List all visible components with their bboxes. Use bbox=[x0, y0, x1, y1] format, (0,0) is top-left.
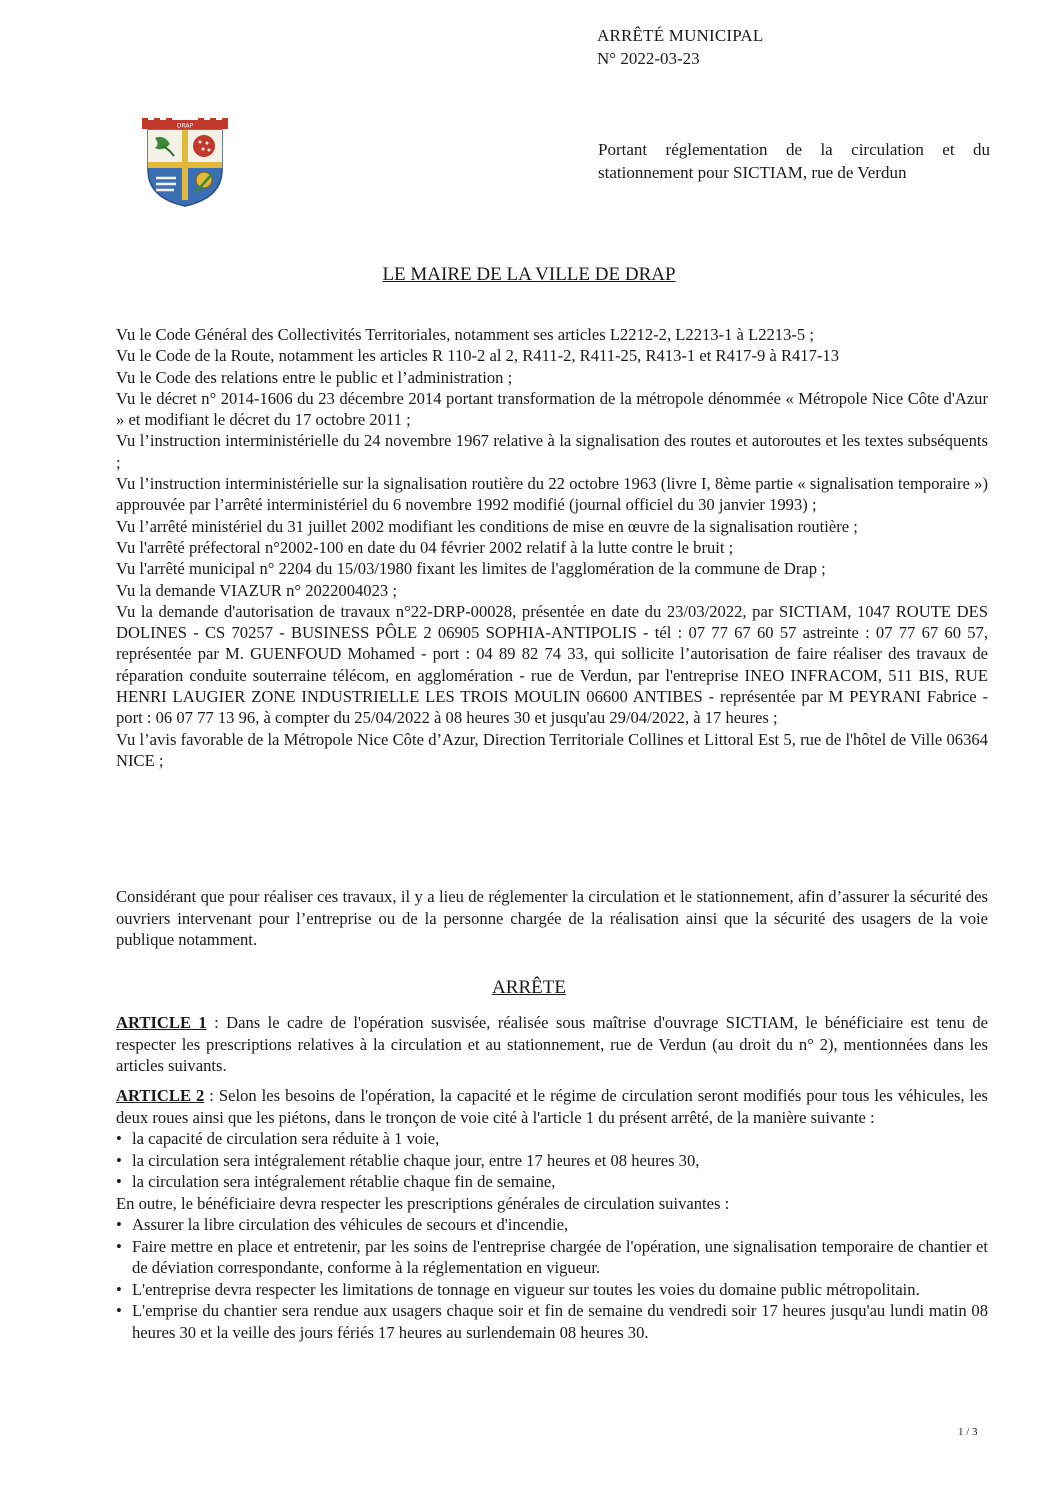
vu-item: Vu la demande VIAZUR n° 2022004023 ; bbox=[116, 580, 397, 600]
article-1-label: ARTICLE 1 bbox=[116, 1013, 207, 1032]
list-item: • la capacité de circulation sera réduite à 1 voie, bbox=[116, 1128, 988, 1150]
decree-title: ARRÊTÉ MUNICIPAL bbox=[597, 26, 764, 45]
vu-item: Vu le Code des relations entre le public et l’administration ; bbox=[116, 367, 513, 387]
list-item: • L'entreprise devra respecter les limitations de tonnage en vigueur sur toutes les voies du domaine public métropolitain. bbox=[116, 1279, 988, 1301]
article-2-general-intro: En outre, le bénéficiaire devra respecter les prescriptions générales de circulation suivantes : bbox=[116, 1193, 730, 1213]
article-2-label: ARTICLE 2 bbox=[116, 1086, 205, 1105]
general-prescriptions-list bbox=[116, 1214, 988, 1343]
vu-item: Vu l'arrêté municipal n° 2204 du 15/03/1980 fixant les limites de l'agglomération de la commune de Drap ; bbox=[116, 559, 826, 579]
list-item: • la circulation sera intégralement rétablie chaque fin de semaine, bbox=[116, 1171, 988, 1193]
article-2-intro bbox=[116, 1085, 988, 1128]
page-number: 1 / 3 bbox=[958, 1426, 978, 1438]
list-item: • Faire mettre en place et entretenir, par les soins de l'entreprise chargée de l'opération, une signalisation temporaire de chantier et de déviation correspondante, conforme à la réglementation en vigueur. bbox=[116, 1236, 988, 1279]
legal-references bbox=[116, 324, 988, 771]
traffic-measures-list bbox=[116, 1128, 988, 1193]
article-2-text: : Selon les besoins de l'opération, la capacité et le régime de circulation seront modifiés pour tous les véhicules, les deux roues ainsi que les piétons, dans le tronçon de voie cité à l'article 1 du présent arrêté, de la manière suivante : bbox=[116, 1086, 988, 1127]
vu-item: Vu l’instruction interministérielle du 24 novembre 1967 relative à la signalisation des routes et autoroutes et les textes subséquents ; bbox=[116, 431, 988, 472]
vu-item: Vu l’arrêté ministériel du 31 juillet 2002 modifiant les conditions de mise en œuvre de la signalisation routière ; bbox=[116, 516, 858, 536]
list-item: • Assurer la libre circulation des véhicules de secours et d'incendie, bbox=[116, 1214, 988, 1236]
crest-banner-text: DRAP bbox=[176, 122, 194, 130]
crest-icon bbox=[140, 118, 230, 208]
town-crest-logo bbox=[140, 118, 230, 208]
vu-item: Vu la demande d'autorisation de travaux n°22-DRP-00028, présentée en date du 23/03/2022, par SICTIAM, 1047 ROUTE DES DOLINES - CS 70257 - BUSINESS PÔLE 2 06905 SOPHIA-ANTIPOLIS - tél : 07 77 67 60 57 astreinte : 07 77 67 60 57, représentée par M. GUENFOUD Mohamed - port : 04 89 82 74 33, qui sollicite l’autorisation de faire réaliser des travaux de réparation conduite souterraine télécom, en agglomération - rue de Verdun, par l'entreprise INEO INFRACOM, 511 BIS, RUE HENRI LAUGIER ZONE INDUSTRIELLE LES TROIS MOULIN 06600 ANTIBES - représentée par M PEYRANI Fabrice - port : 06 07 77 13 96, à compter du 25/04/2022 à 08 heures 30 et jusqu'au 29/04/2022, à 17 heures ; bbox=[116, 601, 988, 728]
article-2 bbox=[116, 1085, 988, 1343]
list-item: • la circulation sera intégralement rétablie chaque jour, entre 17 heures et 08 heures 30, bbox=[116, 1150, 988, 1172]
vu-item: Vu l’avis favorable de la Métropole Nice Côte d’Azur, Direction Territoriale Collines et Littoral Est 5, rue de l'hôtel de Ville 06364 NICE ; bbox=[116, 729, 988, 770]
decree-number: N° 2022-03-23 bbox=[597, 49, 700, 68]
vu-item: Vu le décret n° 2014-1606 du 23 décembre 2014 portant transformation de la métropole dénommée « Métropole Nice Côte d'Azur » et modifiant le décret du 17 octobre 2011 ; bbox=[116, 388, 988, 430]
decree-subject: Portant réglementation de la circulation et du stationnement pour SICTIAM, rue de Verdun bbox=[598, 140, 990, 182]
article-1 bbox=[116, 1012, 988, 1077]
arrete-heading: ARRÊTE bbox=[492, 977, 566, 998]
mayor-heading: LE MAIRE DE LA VILLE DE DRAP bbox=[382, 264, 676, 285]
vu-item: Vu l’instruction interministérielle sur la signalisation routière du 22 octobre 1963 (livre I, 8ème partie « signalisation temporaire ») approuvée par l’arrêté interministériel du 6 novembre 1992 modifié (journal officiel du 30 janvier 1993) ; bbox=[116, 474, 988, 515]
considerant-paragraph: Considérant que pour réaliser ces travaux, il y a lieu de réglementer la circulation et le stationnement, afin d’assurer la sécurité des ouvriers intervenant pour l’entreprise ou de la personne chargée de la réalisation ainsi que la sécurité des usagers de la voie publique notamment. bbox=[116, 887, 988, 949]
article-1-text: : Dans le cadre de l'opération susvisée, réalisée sous maîtrise d'ouvrage SICTIAM, le bénéficiaire est tenu de respecter les prescriptions relatives à la circulation et au stationnement, rue de Verdun (au droit du n° 2), mentionnées dans les articles suivants. bbox=[116, 1013, 988, 1075]
vu-item: Vu le Code de la Route, notamment les articles R 110-2 al 2, R411-2, R411-25, R413-1 et R417-9 à R417-13 bbox=[116, 346, 840, 366]
vu-item: Vu le Code Général des Collectivités Territoriales, notamment ses articles L2212-2, L2213-1 à L2213-5 ; bbox=[116, 325, 814, 344]
list-item: • L'emprise du chantier sera rendue aux usagers chaque soir et fin de semaine du vendredi soir 17 heures jusqu'au lundi matin 08 heures 30 et la veille des jours fériés 17 heures au surlendemain 08 heures 30. bbox=[116, 1300, 988, 1343]
vu-item: Vu l'arrêté préfectoral n°2002-100 en date du 04 février 2002 relatif à la lutte contre le bruit ; bbox=[116, 537, 734, 557]
